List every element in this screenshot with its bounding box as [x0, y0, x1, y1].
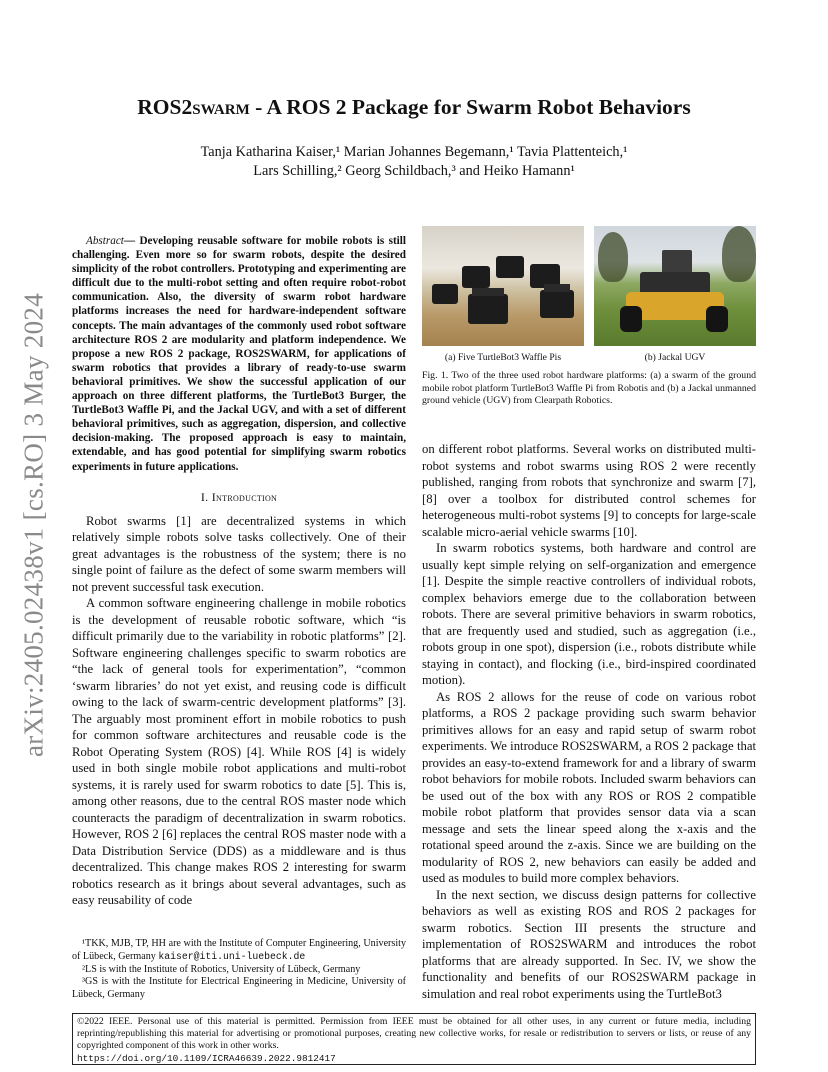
- title-rest: - A ROS 2 Package for Swarm Robot Behaviors: [249, 95, 691, 119]
- section-numeral: I.: [200, 489, 209, 504]
- copyright-text: ©2022 IEEE. Personal use of this material is permitted. Permission from IEEE must be obtained for all other uses, in any current or future media, including reprinting/republishing this material for advertising or promotional purposes, creating new collective works, for resale or redistribution to servers or lists, or reuse of any copyrighted component of this work in other works.: [77, 1016, 751, 1052]
- turtlebot-robot: [462, 266, 490, 288]
- footnote-2: ²LS is with the Institute of Robotics, University of Lübeck, Germany: [82, 963, 361, 975]
- tree: [598, 232, 628, 282]
- footnote-1: [72, 938, 406, 964]
- body-paragraph: on different robot platforms. Several works on distributed multi-robot systems and robot swarms using ROS 2 were recently published, ranging from robots that synchronize and swarm [7], [8] over a toolbox for distributed control schemes for heterogeneous multi-robot systems [9] to concepts for large-scale scalable micro-aerial vehicle swarms [10].: [422, 442, 756, 539]
- footnote-1-email: kaiser@iti.uni-luebeck.de: [158, 950, 306, 962]
- right-column: [422, 441, 756, 1002]
- subcaption-b: (b) Jackal UGV: [644, 352, 706, 363]
- intro-paragraph: A common software engineering challenge in mobile robotics is the development of reusable robotic software, which “is difficult primarily due to the variability in robotic platforms” [2]. Software engineering challenges specific to swarm robotics are “the lack of general tools for experimentation”, “common ‘swarm libraries’ do not yet exist, and reusing code is difficult owing to the lack of swarm-centric development platforms” [3]. The arguably most prominent effort in mobile robotics to push for common software architectures and reusable code is the Robot Operating System (ROS) [4]. While ROS [4] is widely used in both single mobile robot applications and multi-robot systems, it is rarely used for swarm robotics to date [5]. This is, among other reasons, due to the central ROS master node which counteracts the paradigm of decentralization in swarm robotics. However, ROS 2 [6] replaces the central ROS master node with a Data Distribution Service (DDS) as a middleware and is thus decentralized. This change makes ROS 2 interesting for swarm robotics research as it brings about several advantages, such as easy reusability of code: [72, 596, 406, 908]
- footnote-1-text: ¹TKK, MJB, TP, HH are with the Institute of Computer Engineering, University of Lübeck, Germany: [72, 938, 406, 962]
- title-prefix: ROS2: [137, 95, 193, 119]
- paper-title: [80, 95, 748, 120]
- turtlebot-robot: [468, 294, 508, 324]
- arxiv-identifier: [14, 290, 54, 760]
- turtlebot-lidar: [544, 284, 570, 292]
- jackal-wheel: [706, 306, 728, 332]
- arxiv-identifier-text: arXiv:2405.02438v1 [cs.RO] 3 May 2024: [18, 292, 49, 758]
- doi-link[interactable]: https://doi.org/10.1109/ICRA46639.2022.9812417: [77, 1052, 336, 1064]
- copyright-notice: [72, 1013, 756, 1065]
- section-title: Introduction: [211, 489, 278, 504]
- abstract-label: Abstract: [86, 235, 124, 247]
- jackal-sensor-mast: [662, 250, 692, 274]
- section-heading-introduction: [72, 490, 406, 505]
- turtlebot-robot: [432, 284, 458, 304]
- left-column: [72, 234, 406, 909]
- authors-line-1: Tanja Katharina Kaiser,¹ Marian Johannes Begemann,¹ Tavia Plattenteich,¹: [200, 144, 628, 160]
- turtlebot-robot: [496, 256, 524, 278]
- turtlebot-swarm-photo: [422, 226, 584, 346]
- turtlebot-lidar: [472, 288, 504, 296]
- body-paragraph: As ROS 2 allows for the reuse of code on various robot platforms, a ROS 2 package providing such swarm behavior primitives allows for an easy and rapid setup of swarm robot experiments. We introduce ROS2SWARM, a ROS 2 package that provides an easy-to-extend framework for and a library of swarm robot behaviors for mobile robots. Included swarm behaviors can be used out of the box with any ROS or ROS 2 compatible mobile robot platform that provides sensor data via a scan message and sets the linear speed along the x-axis and the rotational speed around the z-axis. Since we are building on the modularity of ROS 2, new behaviors can easily be added and used as modules to build more complex behaviors.: [422, 689, 756, 885]
- title-smallcaps: swarm: [192, 95, 250, 119]
- footnote-3: ³GS is with the Institute for Electrical Engineering in Medicine, University of Lübeck, Germany: [72, 976, 406, 1001]
- jackal-ugv-photo: [594, 226, 756, 346]
- figure-caption: Fig. 1. Two of the three used robot hardware platforms: (a) a swarm of the ground mobile robot platform TurtleBot3 Waffle Pi from Robotis and (b) a Jackal unmanned ground vehicle (UGV) from Clearpath Robotics.: [422, 370, 756, 407]
- turtlebot-robot: [540, 290, 574, 318]
- subcaption-a: (a) Five TurtleBot3 Waffle Pis: [444, 352, 562, 363]
- footnotes: [72, 938, 406, 1002]
- body-paragraph: In swarm robotics systems, both hardware and control are usually kept simple relying on self-organization and emergence [1]. Despite the simple reactive controllers of individual robots, complex behaviors emerge due to the collaboration between robots. There are several primitive behaviors in swarm robotics, that are frequently used and studied, such as aggregation (i.e., robots group in one spot), dispersion (i.e., robots distribute while staying in contact), and flocking (i.e., bird-inspired coordinated motion).: [422, 541, 756, 687]
- tree: [722, 226, 756, 282]
- body-paragraph: In the next section, we discuss design patterns for collective behaviors as well as existing ROS and ROS 2 packages for swarm robotics. Section III presents the structure and implementation of ROS2SWARM and introduces the robot platforms that are already supported. In Sec. IV, we show the functionality and benefits of our ROS2SWARM package in simulation and real robot experiments using the TurtleBot3: [422, 887, 756, 1001]
- authors-line-2: Lars Schilling,² Georg Schildbach,³ and Heiko Hamann¹: [253, 163, 575, 179]
- intro-paragraph: Robot swarms [1] are decentralized systems in which relatively simple robots solve tasks collectively. One of their great advantages is the robustness of the system; there is no single point of failure as the defect of some swarm members will not prevent successful task execution.: [72, 513, 406, 594]
- abstract: [72, 234, 406, 474]
- abstract-text: — Developing reusable software for mobile robots is still challenging. Even more so for swarm robots, despite the desired simplicity of the robot controllers. Prototyping and experimenting are difficult due to the multi-robot setting and often require robot-robot communication. Also, the diversity of swarm robot hardware platforms increases the need for hardware-independent software concepts. The main advantages of the commonly used robot software architecture ROS 2 are modularity and platform independence. We propose a new ROS 2 package, ROS2SWARM, for applications of swarm robotics that provides a library of ready-to-use swarm behavioral primitives. We show the successful application of our approach on three different platforms, the TurtleBot3 Burger, the TurtleBot3 Waffle Pi, and the Jackal UGV, and with a set of different behavioral primitives, such as aggregation, dispersion, and collective decision-making. The proposed approach is easy to maintain, extendable, and has good potential for simplifying swarm robotics experiments in future applications.: [72, 235, 406, 473]
- author-list: [80, 143, 748, 181]
- jackal-wheel: [620, 306, 642, 332]
